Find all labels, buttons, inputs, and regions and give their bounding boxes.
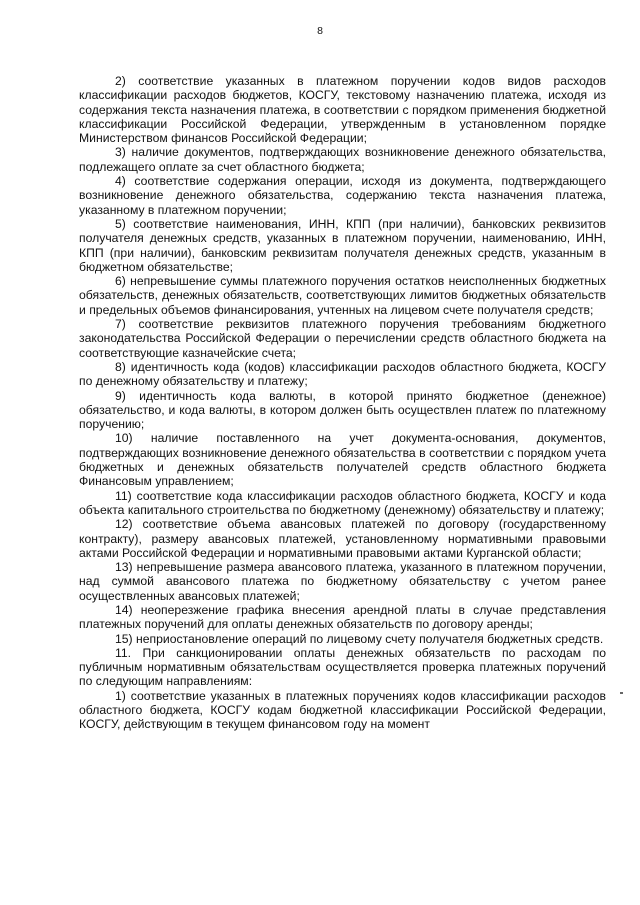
paragraph: 2) соответствие указанных в платежном поручении кодов видов расходов классификации расходов бюджетов, КОСГУ, текстовому назначению платежа, исходя из содержания текста назначения платежа, в соответствии с порядком применения бюджетной классификации Российской Федерации, утвержденным в установленном порядке Министерством финансов Российской Федерации;: [79, 74, 606, 146]
paragraph: 15) неприостановление операций по лицевому счету получателя бюджетных средств.: [115, 631, 604, 646]
margin-mark: [620, 692, 623, 694]
paragraph: 6) непревышение суммы платежного поручения остатков неисполненных бюджетных обязательств, денежных обязательств, соответствующих лимитов бюджетных обязательств и предельных объемов финансирования, учтенных на лицевом счете получателя средств;: [79, 274, 606, 317]
document-body: [79, 74, 606, 732]
paragraph: 13) непревышение размера авансового платежа, указанного в платежном поручении, над суммой авансового платежа по бюджетному обязательству с учетом ранее осуществленных авансовых платежей;: [79, 560, 606, 603]
paragraph: 5) соответствие наименования, ИНН, КПП (при наличии), банковских реквизитов получателя денежных средств, указанных в платежном поручении, наименованию, ИНН, КПП (при наличии), банковским реквизитам получателя денежных средств, указанным в бюджетном обязательстве;: [79, 216, 606, 274]
page-number: 8: [317, 25, 323, 37]
paragraph: 11) соответствие кода классификации расходов областного бюджета, КОСГУ и кода объекта капитального строительства по бюджетному (денежному) обязательству и платежу;: [79, 488, 606, 517]
paragraph: 3) наличие документов, подтверждающих возникновение денежного обязательства, подлежащего оплате за счет областного бюджета;: [79, 145, 606, 174]
paragraph: 4) соответствие содержания операции, исходя из документа, подтверждающего возникновение денежного обязательства, содержанию текста назначения платежа, указанному в платежном поручении;: [79, 174, 606, 217]
paragraph: 10) наличие поставленного на учет документа-основания, документов, подтверждающих возникновение денежного обязательства в соответствии с порядком учета бюджетных и денежных обязательств получателей средств областного бюджета Финансовым управлением;: [79, 431, 606, 489]
paragraph: 1) соответствие указанных в платежных поручениях кодов классификации расходов областного бюджета, КОСГУ кодам бюджетной классификации Российской Федерации, КОСГУ, действующим в текущем финансовом году на момент: [79, 688, 606, 732]
paragraph: 14) неоперезжение графика внесения арендной платы в случае представления платежных поручений для оплаты денежных обязательств по договору аренды;: [79, 602, 606, 632]
paragraph: 9) идентичность кода валюты, в которой принято бюджетное (денежное) обязательство, и кода валюты, в котором должен быть осуществлен платеж по платежному поручению;: [79, 388, 606, 432]
paragraph: 8) идентичность кода (кодов) классификации расходов областного бюджета, КОСГУ по денежному обязательству и платежу;: [79, 359, 606, 389]
paragraph: 12) соответствие объема авансовых платежей по договору (государственному контракту), размеру авансовых платежей, установленному нормативными правовыми актами Российской Федерации и нормативными правовыми актами Курганской области;: [79, 517, 606, 560]
paragraph: 11. При санкционировании оплаты денежных обязательств по расходам по публичным нормативным обязательствам осуществляется проверка платежных поручений по следующим направлениям:: [79, 645, 606, 689]
paragraph: 7) соответствие реквизитов платежного поручения требованиям бюджетного законодательства Российской Федерации о перечислении средств областного бюджета на соответствующие казначейские счета;: [79, 317, 606, 360]
